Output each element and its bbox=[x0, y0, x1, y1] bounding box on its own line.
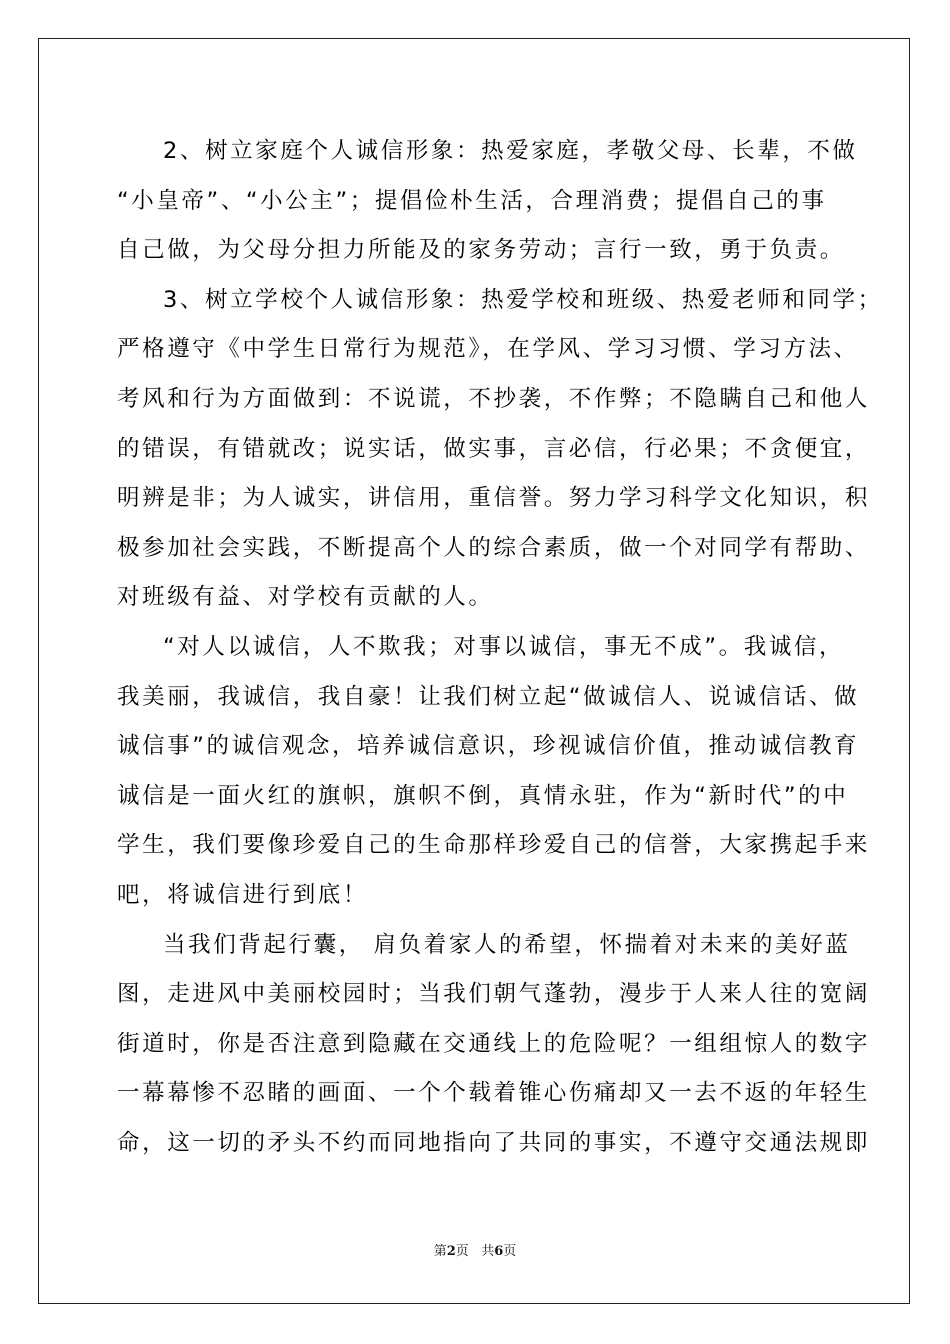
text-line: 学生，我们要像珍爱自己的生命那样珍爱自己的信誉，大家携起手来 bbox=[117, 832, 871, 859]
text-line: “小皇帝”、“小公主”；提倡俭朴生活，合理消费；提倡自己的事 bbox=[117, 187, 827, 214]
text-line: 的错误，有错就改；说实话，做实事，言必信，行必果；不贪便宜， bbox=[117, 435, 871, 462]
footer-current-page: 2 bbox=[446, 1244, 456, 1259]
text-line: 极参加社会实践，不断提高个人的综合素质，做一个对同学有帮助、 bbox=[117, 534, 871, 561]
text-line: 明辨是非；为人诚实，讲信用，重信誉。努力学习科学文化知识，积 bbox=[117, 485, 871, 512]
text-line: 3、树立学校个人诚信形象：热爱学校和班级、热爱老师和同学； bbox=[163, 286, 883, 313]
text-line: 吧，将诚信进行到底！ bbox=[117, 881, 369, 908]
text-line: 当我们背起行囊， 肩负着家人的希望，怀揣着对未来的美好蓝 bbox=[163, 931, 851, 958]
footer-prefix: 第 bbox=[433, 1244, 447, 1259]
text-line: 命，这一切的矛头不约而同地指向了共同的事实，不遵守交通法规即 bbox=[117, 1129, 871, 1156]
footer-total-pages: 6 bbox=[494, 1244, 504, 1259]
footer-suffix: 页 bbox=[503, 1244, 517, 1259]
text-line: 街道时，你是否注意到隐藏在交通线上的危险呢？一组组惊人的数字 bbox=[117, 1030, 871, 1057]
text-line: 严格遵守《中学生日常行为规范》，在学风、学习习惯、学习方法、 bbox=[117, 336, 859, 363]
footer-middle: 页 共 bbox=[455, 1244, 495, 1259]
document-body bbox=[117, 127, 883, 1168]
text-line: 2、树立家庭个人诚信形象：热爱家庭，孝敬父母、长辈，不做 bbox=[163, 138, 858, 164]
text-line: 对班级有益、对学校有贡献的人。 bbox=[117, 584, 494, 611]
text-line: 一幕幕惨不忍睹的画面、一个个载着锥心伤痛却又一去不返的年轻生 bbox=[117, 1080, 871, 1107]
text-line: 诚信事”的诚信观念，培养诚信意识，珍视诚信价值，推动诚信教育 bbox=[117, 733, 860, 760]
text-line: 图，走进风中美丽校园时；当我们朝气蓬勃，漫步于人来人往的宽阔 bbox=[117, 981, 871, 1008]
text-line: 诚信是一面火红的旗帜，旗帜不倒，真情永驻，作为“新时代”的中 bbox=[117, 782, 849, 809]
page-footer bbox=[0, 1240, 950, 1259]
text-line: 自己做，为父母分担力所能及的家务劳动；言行一致，勇于负责。 bbox=[117, 237, 845, 264]
text-line: 我美丽，我诚信，我自豪！让我们树立起“做诚信人、说诚信话、做 bbox=[117, 683, 860, 710]
text-line: “对人以诚信，人不欺我；对事以诚信，事无不成”。我诚信， bbox=[163, 633, 845, 660]
text-line: 考风和行为方面做到：不说谎，不抄袭，不作弊；不隐瞒自己和他人 bbox=[117, 385, 871, 412]
